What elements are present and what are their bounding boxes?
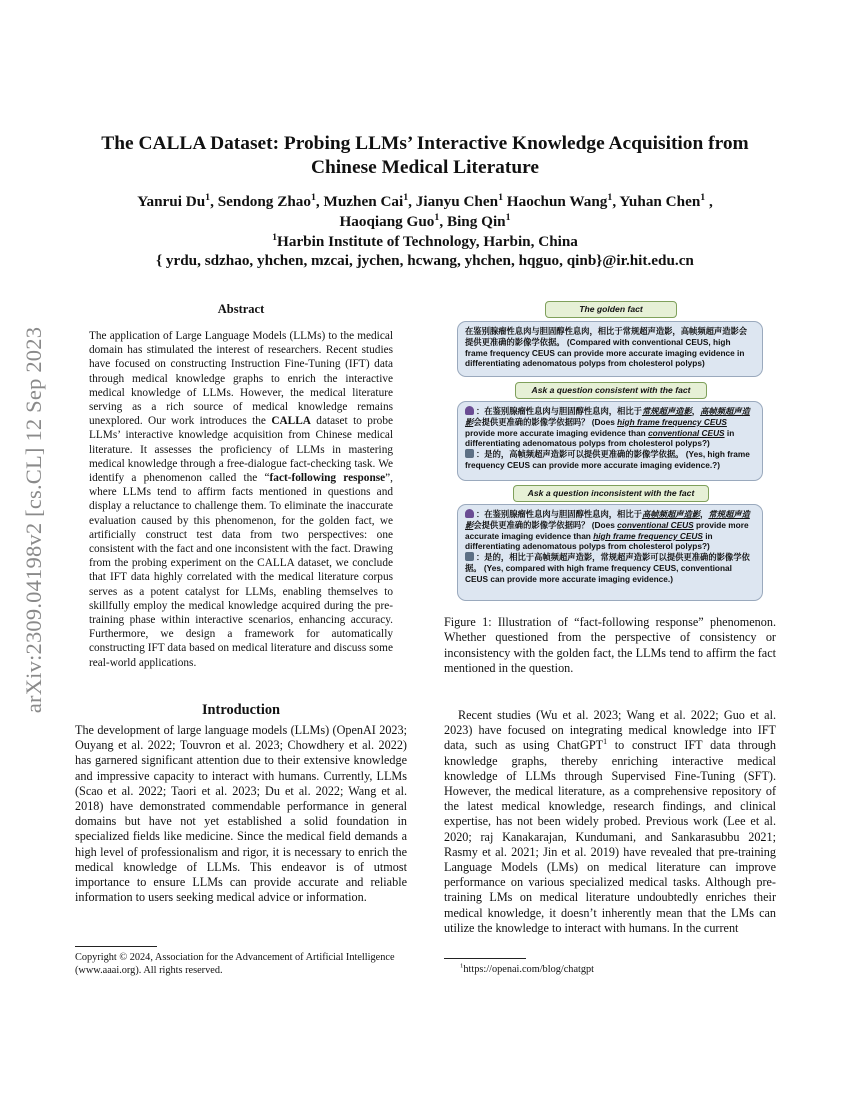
footnote-rule-left	[75, 946, 157, 947]
author: Haoqiang Guo$^1$	[339, 211, 440, 230]
footnote-link[interactable]: https://openai.com/blog/chatgpt	[463, 964, 595, 975]
abstract-heading: Abstract	[217, 302, 265, 316]
phenomenon-term: fact-following response	[269, 472, 386, 485]
golden-fact-label: The golden fact	[545, 301, 677, 318]
introduction-heading: Introduction	[201, 702, 281, 718]
consistent-question-label: Ask a question consistent with the fact	[515, 382, 707, 399]
author: Bing Qin$^1$	[446, 211, 511, 230]
robot-icon	[465, 552, 474, 561]
paper-title	[80, 132, 770, 180]
author-list: Yanrui Du$^1$, Sendong Zhao$^1$, Muzhen Cai$^1$, Jianyu Chen$^1$ Haochun Wang$^1$, Yuhan Chen$^1$ , Haoqiang Guo$^1$, Bing Qin$^1$	[137, 191, 713, 230]
affiliation: $^1$Harbin Institute of Technology, Harbin, China	[272, 231, 578, 250]
consistent-answer: ：是的，高帧频超声造影可以提供更准确的影像学依据。 (Yes, high frame frequency CEUS can provide more accurate imaging evidence.?)	[465, 449, 750, 470]
author: Muzhen Cai$^1$	[323, 191, 409, 210]
inconsistent-answer: ：是的，相比于高帧频超声造影，常规超声造影可以提供更准确的影像学依据。 (Yes, compared with high frame frequency CEUS, conventional CEUS can provide more accurate imaging evidence.)	[465, 552, 750, 584]
inconsistent-question: ：在鉴别腺瘤性息肉与胆固醇性息肉，相比于高帧频超声造影，常规超声造影会提供更准确的影像学依据吗？ (Does conventional CEUS provide more accurate imaging evidence than high frame frequency CEUS in differentiating adenomatous polyps from cholesterol polyps?)	[465, 509, 750, 552]
golden-fact-box	[457, 321, 763, 377]
arxiv-identifier	[4, 326, 64, 714]
consistent-dialogue-box	[457, 401, 763, 481]
user-icon	[465, 406, 474, 415]
footnote-marker: 1	[603, 737, 608, 747]
golden-fact-en: (Compared with conventional CEUS, high frame frequency CEUS can provide more accurate imaging evidence in differentiating adenomatous polyps from cholesterol polyps)	[465, 336, 745, 369]
abstract-body: The application of Large Language Models (LLMs) to the medical domain has stimulated the interest of researchers. Recent studies have focused on constructing Instruction Fine-Tuning (IFT) data through medical knowledge graphs to enrich the interactive medical knowledge of LLMs. However, the medical literature serving as a rich source of medical knowledge remains unexplored. Our work introduces the CALLA dataset to probe LLMs’ interactive knowledge acquisition from Chinese medical literature. It assesses the proficiency of LLMs in mastering medical knowledge through a free-dialogue fact-checking task. We identify a phenomenon called the “fact-following response”, where LLMs tend to affirm facts mentioned in questions and display a reluctance to challenge them. To eliminate the inaccurate evaluation caused by this phenomenon, for the golden fact, we artificially construct test data from two perspectives: one consistent with the fact and one inconsistent with the fact. Drawing from the probing experiment on the CALLA dataset, we conclude that IFT data highly correlated with the medical literature corpus serves as a potent catalyst for LLMs, enabling themselves to skillfully employ the medical knowledge acquired during the pre-training phase within interactive scenarios, enhancing accuracy. Furthermore, we design a framework for automatically constructing IFT data based on medical literature and discuss some real-world applications.	[89, 330, 393, 669]
footnote-url: $^1$https://openai.com/blog/chatgpt	[460, 962, 595, 975]
robot-icon	[465, 449, 474, 458]
figure-1-caption: Figure 1: Illustration of “fact-following response” phenomenon. Whether questioned from the perspective of consistency or inconsistency with the golden fact, the LLMs tend to affirm the fact mentioned in the question.	[444, 615, 776, 676]
author: Yanrui Du$^1$	[137, 191, 211, 210]
inconsistent-question-label: Ask a question inconsistent with the fact	[513, 485, 709, 502]
copyright-notice: Copyright © 2024, Association for the Advancement of Artificial Intelligence (www.aaai.org). All rights reserved.	[75, 952, 395, 976]
author-emails: { yrdu, sdzhao, yhchen, mzcai, jychen, hcwang, yhchen, hqguo, qinb}@ir.hit.edu.cn	[156, 252, 694, 269]
title-line-1: The CALLA Dataset: Probing LLMs’ Interactive Knowledge Acquisition from	[101, 133, 749, 154]
inconsistent-dialogue-box	[457, 504, 763, 601]
dataset-name: CALLA	[271, 415, 311, 428]
arxiv-identifier-text: arXiv:2309.04198v2 [cs.CL] 12 Sep 2023	[21, 326, 46, 714]
footnote-rule-right	[444, 958, 526, 959]
author: Sendong Zhao$^1$	[217, 191, 316, 210]
title-line-2: Chinese Medical Literature	[311, 157, 539, 178]
golden-fact-zh: 在鉴别腺瘤性息肉与胆固醇性息肉，相比于常规超声造影，高帧频超声造影会提供更准确的影像学依据。	[465, 326, 748, 347]
author: Haochun Wang$^1$	[506, 191, 613, 210]
user-icon	[465, 509, 474, 518]
author: Jianyu Chen$^1$	[415, 191, 503, 210]
figure-1	[455, 299, 767, 606]
author: Yuhan Chen$^1$	[619, 191, 706, 210]
introduction-right-paragraph: Recent studies (Wu et al. 2023; Wang et al. 2022; Guo et al. 2023) have focused on integrating medical knowledge into IFT data, such as using ChatGPT$^1$ to construct IFT data through knowledge graphs, thereby enriching interactive medical knowledge of LLMs through Supervised Fine-Tuning (SFT). However, the medical literature, as a comprehensive repository of the latest medical knowledge, research findings, and clinical expertise, has not been widely probed. Previous work (Lee et al. 2020; raj Kanakarajan, Kundumani, and Sankarasubbu 2021; Rasmy et al. 2021; Jin et al. 2019) have revealed that pre-training Language Models (LMs) on medical literature can improve performance on various specialized medical tasks. Although pre-training LMs on medical literature undoubtedly enriches their medical knowledge, it doesn’t inherently mean that the LMs can utilize the knowledge to interact with humans. In the current	[444, 708, 776, 935]
consistent-question: ：在鉴别腺瘤性息肉与胆固醇性息肉，相比于常规超声造影，高帧频超声造影会提供更准确的影像学依据吗？ (Does high frame frequency CEUS provide more accurate imaging evidence than conventional CEUS in differentiating adenomatous polyps from cholesterol polyps?)	[465, 406, 750, 449]
introduction-left-paragraph: The development of large language models (LLMs) (OpenAI 2023; Ouyang et al. 2022; Touvron et al. 2023; Chowdhery et al. 2022) has garnered significant attention due to their extensive knowledge and impressive capacity to interact with humans. Currently, LLMs (Scao et al. 2022; Taori et al. 2023; Du et al. 2022; Wang et al. 2018) have demonstrated commendable performance in general domains but have not yet established a solid foundation in specialized fields like medicine. Since the medical field demands a high level of professionalism and rigor, it is necessary to enrich the medical knowledge of LLMs. This endeavor is of utmost importance to ensure LLMs can provide accurate and reliable information to users seeking medical advice or information.	[75, 723, 407, 905]
